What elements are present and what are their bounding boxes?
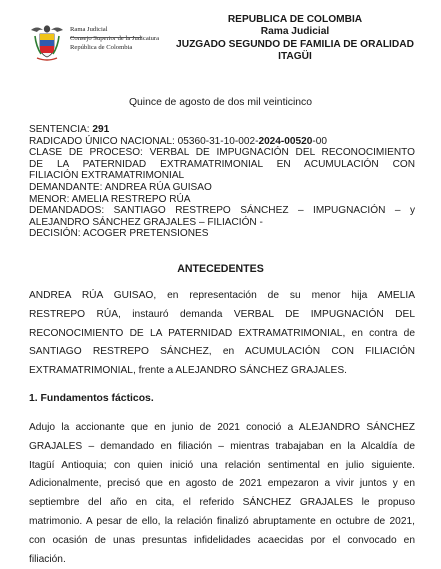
court-header	[160, 14, 430, 64]
document-date: Quince de agosto de dos mil veinticinco	[128, 97, 313, 108]
radicado-label: RADICADO ÚNICO NACIONAL:	[29, 135, 175, 147]
demandante-line: DEMANDANTE: ANDREA RÚA GUISAO	[29, 181, 212, 193]
fundamentos-heading: 1. Fundamentos fácticos.	[29, 393, 154, 404]
clase-line-1: CLASE DE PROCESO: VERBAL DE IMPUGNACIÓN DEL RECONOCIMIENTO	[29, 147, 415, 159]
case-metadata	[29, 124, 415, 240]
fundamentos-line: GRAJALES – demandado en filiación – mientras trabajaban en la Alcaldía de	[29, 440, 415, 452]
fundamentos-line: septiembre del año en cita, el referido SÁNCHEZ GRAJALES le propuso	[29, 497, 415, 509]
radicado-bold: 2024-00520	[258, 135, 313, 147]
antecedentes-line: RESTREPO RÚA, instauró demanda VERBAL DE IMPUGNACIÓN DEL	[29, 308, 415, 320]
demandados-line-1: DEMANDADOS: SANTIAGO RESTREPO SÁNCHEZ – IMPUGNACIÓN – y	[29, 205, 415, 217]
sentencia-number: 291	[92, 124, 110, 135]
fundamentos-line: Itagüí Antioquia; con quien inició una relación sentimental en julio siguiente.	[29, 459, 415, 471]
decision-line: DECISIÓN: ACOGER PRETENSIONES	[29, 228, 209, 240]
antecedentes-paragraph	[29, 287, 415, 381]
radicado-prefix: 05360-31-10-002-	[177, 135, 259, 147]
emblem-text	[70, 26, 159, 53]
emblem-line-1: Rama Judicial	[70, 26, 108, 33]
antecedentes-line: EXTRAMATRIMONIAL, frente a ALEJANDRO SÁNCHEZ GRAJALES.	[29, 365, 347, 377]
clase-line-2: DE LA PATERNIDAD EXTRAMATRIMONIAL EN ACUMULACIÓN CON	[29, 158, 415, 170]
antecedentes-line: RECONOCIMIENTO DE LA PATERNIDAD EXTRAMATRIMONIAL, en contra de	[29, 327, 415, 339]
fundamentos-line: Adujo la accionante que en junio de 2021 conoció a ALEJANDRO SÁNCHEZ	[29, 422, 415, 433]
radicado-suffix: -00	[312, 135, 327, 147]
fundamentos-line: con ocasión de unas presuntas infidelidades acaecidas por el convocado en	[29, 534, 415, 546]
header-country: REPUBLICA DE COLOMBIA	[227, 14, 363, 25]
menor-line: MENOR: AMELIA RESTREPO RÚA	[29, 193, 191, 205]
colombia-coat-of-arms-icon	[28, 22, 66, 62]
radicado-line	[29, 136, 415, 148]
header-city: ITAGÜI	[278, 51, 312, 63]
emblem-line-3: República de Colombia	[70, 44, 133, 52]
fundamentos-line: Adicionalmente, precisó que en agosto de 2021 empezaron a vivir juntos y en	[29, 478, 415, 490]
fundamentos-line: filiación.	[29, 553, 66, 565]
header-branch: Rama Judicial	[260, 26, 330, 38]
demandados-line-2: ALEJANDRO SÁNCHEZ GRAJALES – FILIACIÓN -	[29, 216, 263, 228]
antecedentes-heading: ANTECEDENTES	[177, 263, 264, 275]
emblem-divider	[70, 37, 142, 38]
fundamentos-line: matrimonio. A pesar de ello, la relación finalizó abruptamente en octubre de 2021,	[29, 515, 415, 527]
header-court: JUZGADO SEGUNDO DE FAMILIA DE ORALIDAD	[176, 38, 414, 50]
sentencia-line	[29, 124, 415, 136]
clase-line-3: FILIACIÓN EXTRAMATRIMONIAL	[29, 170, 185, 182]
antecedentes-line: ANDREA RÚA GUISAO, en representación de su menor hija AMELIA	[29, 290, 415, 301]
fundamentos-paragraph	[29, 419, 415, 569]
antecedentes-line: SANTIAGO RESTREPO SÁNCHEZ, en ACUMULACIÓN CON FILIACIÓN	[29, 346, 415, 358]
emblem-line-2: Consejo Superior de la Judicatura	[70, 34, 159, 42]
sentencia-label: SENTENCIA:	[29, 124, 90, 135]
